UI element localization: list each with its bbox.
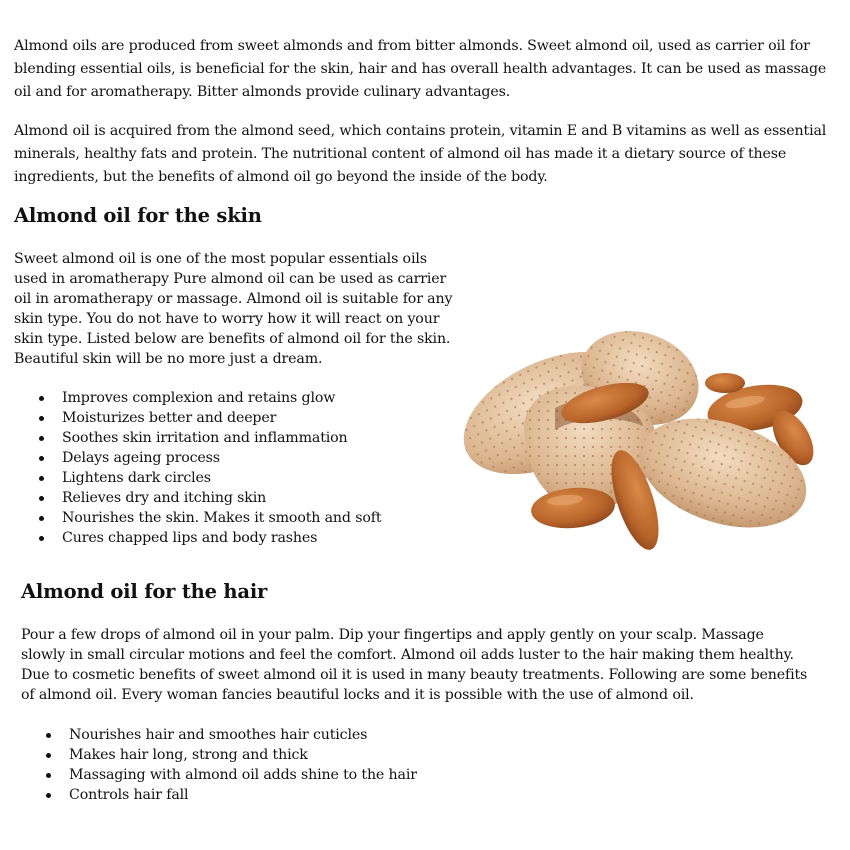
almond-kernel [705, 373, 745, 393]
list-item: Makes hair long, strong and thick [21, 745, 461, 765]
list-item: Soothes skin irritation and inflammation [14, 428, 454, 448]
list-item: Delays ageing process [14, 448, 454, 468]
intro-paragraph-2: Almond oil is acquired from the almond seed, which contains protein, vitamin E and B vitamins as well as essential minerals, healthy fats and protein. The nutritional content of almond oil has made it a dietary source of these ingredients, but the benefits of almond oil go beyond the inside of the body. [14, 123, 827, 185]
list-item: Moisturizes better and deeper [14, 408, 454, 428]
hair-benefits-list [21, 725, 461, 805]
almonds-image [455, 318, 817, 558]
list-item: Lightens dark circles [14, 468, 454, 488]
list-item: Improves complexion and retains glow [14, 388, 454, 408]
skin-heading: Almond oil for the skin [14, 204, 262, 227]
skin-benefits-list [14, 388, 454, 548]
skin-paragraph: Sweet almond oil is one of the most popular essentials oils used in aromatherapy Pure almond oil can be used as carrier oil in aromatherapy or massage. Almond oil is suitable for any skin type. You do not have to worry how it will react on your skin type. Listed below are benefits of almond oil for the skin. Beautiful skin will be no more just a dream. [14, 251, 453, 367]
list-item: Controls hair fall [21, 785, 461, 805]
list-item: Cures chapped lips and body rashes [14, 528, 454, 548]
list-item: Relieves dry and itching skin [14, 488, 454, 508]
list-item: Massaging with almond oil adds shine to the hair [21, 765, 461, 785]
list-item: Nourishes the skin. Makes it smooth and soft [14, 508, 454, 528]
hair-paragraph: Pour a few drops of almond oil in your palm. Dip your fingertips and apply gently on your scalp. Massage slowly in small circular motions and feel the comfort. Almond oil adds luster to the hair making them healthy. Due to cosmetic benefits of sweet almond oil it is used in many beauty treatments. Following are some benefits of almond oil. Every woman fancies beautiful locks and it is possible with the use of almond oil. [21, 627, 808, 703]
intro-paragraph-1: Almond oils are produced from sweet almonds and from bitter almonds. Sweet almond oil, used as carrier oil for blending essential oils, is beneficial for the skin, hair and has overall health advantages. It can be used as massage oil and for aromatherapy. Bitter almonds provide culinary advantages. [14, 38, 827, 100]
hair-heading: Almond oil for the hair [21, 580, 268, 603]
list-item: Nourishes hair and smoothes hair cuticles [21, 725, 461, 745]
